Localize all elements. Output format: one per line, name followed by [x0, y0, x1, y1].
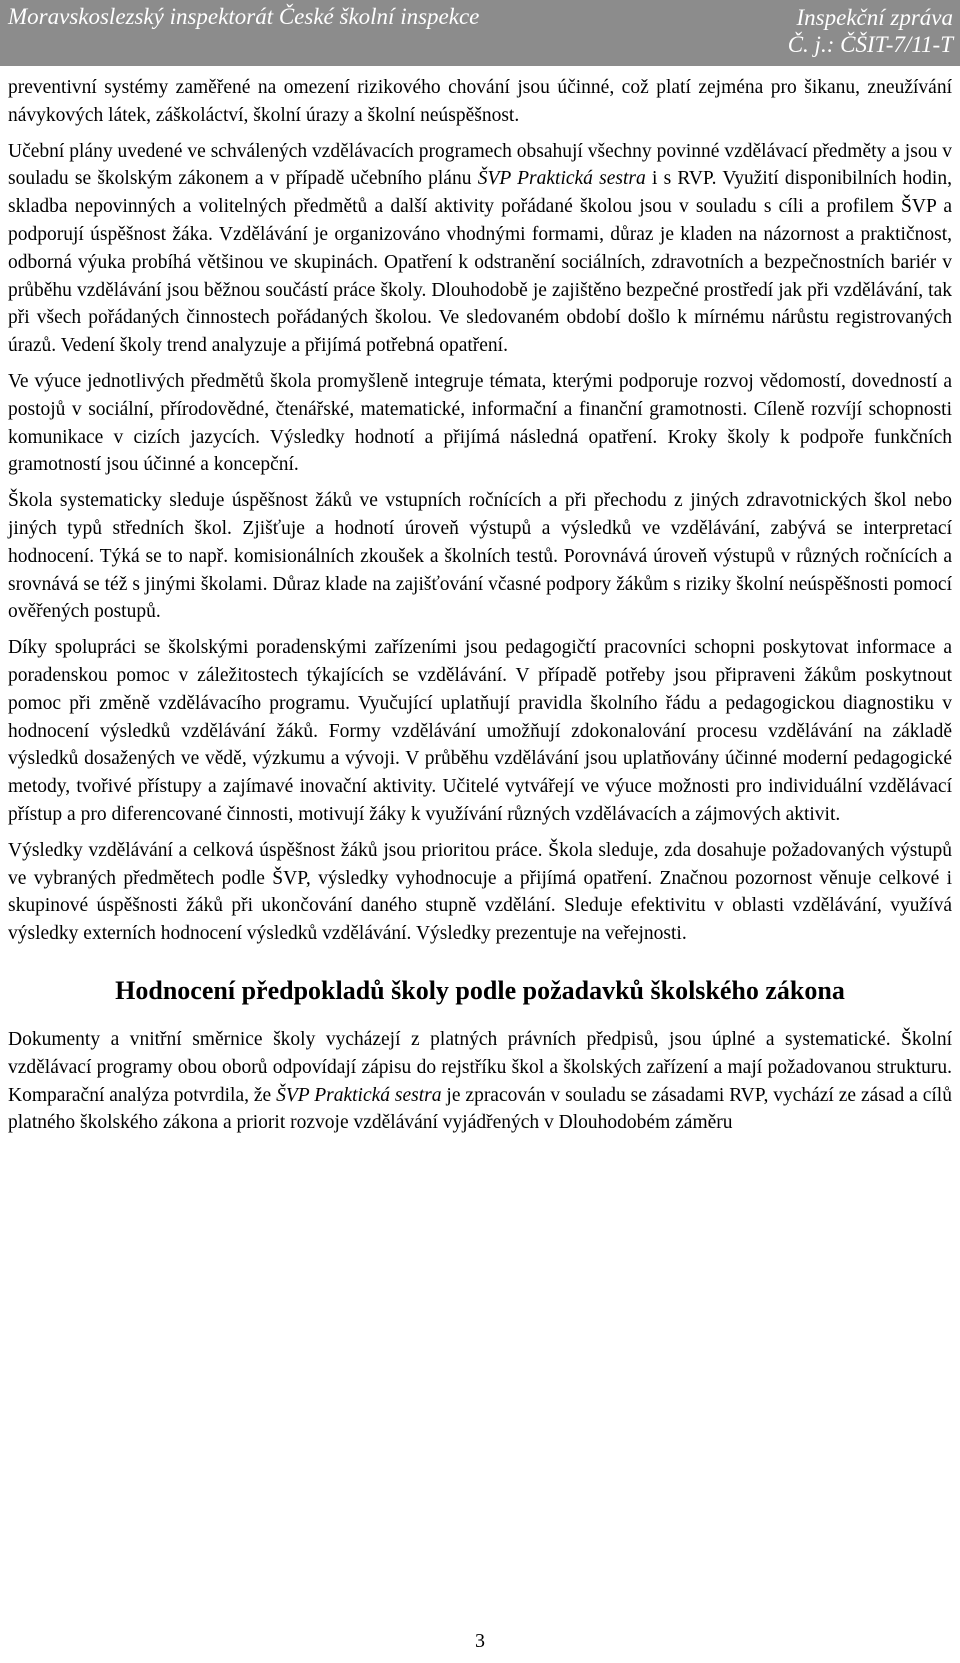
paragraph-prevention: preventivní systémy zaměřené na omezení rizikového chování jsou účinné, což platí zejména pro šikanu, zneužívání návykových látek, záškoláctví, školní úrazy a školní neúspěšnost. — [8, 77, 952, 126]
paragraph-documents — [8, 1026, 952, 1137]
page-header — [0, 0, 960, 66]
paragraph-literacy: Ve výuce jednotlivých předmětů škola promyšleně integruje témata, kterými podporuje rozvoj vědomostí, dovedností a postojů v sociální, přírodovědné, čtenářské, matematické, informační a finanční gramotnosti. Cíleně rozvíjí schopnosti komunikace v cizích jazycích. Výsledky hodnotí a přijímá následná opatření. Kroky školy k podpoře funkčních gramotností jsou účinné a koncepční. — [8, 370, 952, 476]
header-report-info — [788, 4, 953, 58]
page-number: 3 — [475, 1630, 485, 1652]
header-reference-number: Č. j.: ČŠIT-7/11-T — [787, 32, 953, 57]
paragraph-curriculum-part-a: Učební plány uvedené ve schválených vzdělávacích programech obsahují všechny povinné vzdělávací předměty a jsou v souladu se školským zákonem a v případě učebního plánu — [8, 140, 952, 190]
header-inspectorate: Moravskoslezský inspektorát České školní inspekce — [8, 4, 480, 29]
paragraph-curriculum — [8, 138, 952, 360]
section-heading: Hodnocení předpokladů školy podle požadavků školského zákona — [115, 975, 845, 1005]
program-name-italic-2: ŠVP Praktická sestra — [276, 1084, 442, 1106]
paragraph-documents-part-b: je zpracován v souladu se zásadami RVP, vychází ze zásad a cílů platného školského zákona a priorit rozvoje vzdělávání vyjádřených v Dlouhodobém záměru — [8, 1084, 952, 1134]
paragraph-results: Výsledky vzdělávání a celková úspěšnost žáků jsou prioritou práce. Škola sleduje, zda dosahuje požadovaných výstupů ve vybraných předmětech podle ŠVP, výsledky vyhodnocuje a přijímá opatření. Značnou pozornost věnuje celkové i skupinové úspěšnosti žáků při ukončování daného stupně vzdělání. Sleduje efektivitu v oblasti vzdělávání, využívá výsledky externích hodnocení výsledků vzdělávání. Výsledky prezentuje na veřejnosti. — [8, 839, 952, 945]
paragraph-documents-part-a: Dokumenty a vnitřní směrnice školy vycházejí z platných právních předpisů, jsou úplné a systematické. Školní vzdělávací programy obou oborů odpovídají zápisu do rejstříku škol a školských zařízení a mají požadovanou strukturu. Komparační analýza potvrdila, že — [8, 1028, 952, 1106]
header-report-title: Inspekční zpráva — [796, 5, 953, 30]
program-name-italic: ŠVP Praktická sestra — [477, 168, 646, 190]
document-body — [8, 74, 952, 1145]
paragraph-curriculum-part-b: i s RVP. Využití disponibilních hodin, skladba nepovinných a volitelných předmětů a další aktivity pořádané školou jsou v souladu s cíli a profilem ŠVP a podporují úspěšnost žáka. Vzdělávání je organizováno vhodnými formami, důraz je kladen na názornost a praktičnost, odborná výuka probíhá většinou ve skupinách. Opatření k odstranění sociálních, zdravotních a bezpečnostních bariér v průběhu vzdělávání jsou běžnou součástí práce školy. Dlouhodobě je zajištěno bezpečné prostředí jak při vzdělávání, tak při všech pořádaných činnostech pořádaných školou. Ve sledovaném období došlo k mírnému nárůstu registrovaných úrazů. Vedení školy trend analyzuje a přijímá potřebná opatření. — [8, 168, 952, 357]
paragraph-counseling: Díky spolupráci se školskými poradenskými zařízeními jsou pedagogičtí pracovníci schopni poskytovat informace a poradenskou pomoc v záležitostech týkajících se vzdělávání. V případě potřeby jsou připraveni žákům poskytnout pomoc při změně vzdělávacího programu. Vyučující uplatňují pravidla školního řádu a pedagogickou diagnostiku v hodnocení výsledků vzdělávání žáků. Formy vzdělávání umožňují zdokonalování procesu vzdělávání na základě výsledků dosažených ve vědě, výzkumu a vývoji. V průběhu vzdělávání jsou uplatňovány účinné moderní pedagogické metody, tvořivé přístupy a zajímavé inovační aktivity. Učitelé vytvářejí ve výuce možnosti pro individuální vzdělávací přístup a pro diferencované činnosti, motivují žáky k využívání různých vzdělávacích a zájmových aktivit. — [8, 637, 952, 825]
paragraph-monitoring: Škola systematicky sleduje úspěšnost žáků ve vstupních ročnících a při přechodu z jiných zdravotnických škol nebo jiných typů středních škol. Zjišťuje a hodnotí úroveň výstupů a výsledků ve vzdělávání, zabývá se interpretací hodnocení. Týká se to např. komisionálních zkoušek a školních testů. Porovnává úroveň výstupů v různých ročnících a srovnává se též s jinými školami. Důraz klade na zajišťování včasné podpory žákům s riziky školní neúspěšnosti pomocí ověřených postupů. — [8, 490, 952, 623]
